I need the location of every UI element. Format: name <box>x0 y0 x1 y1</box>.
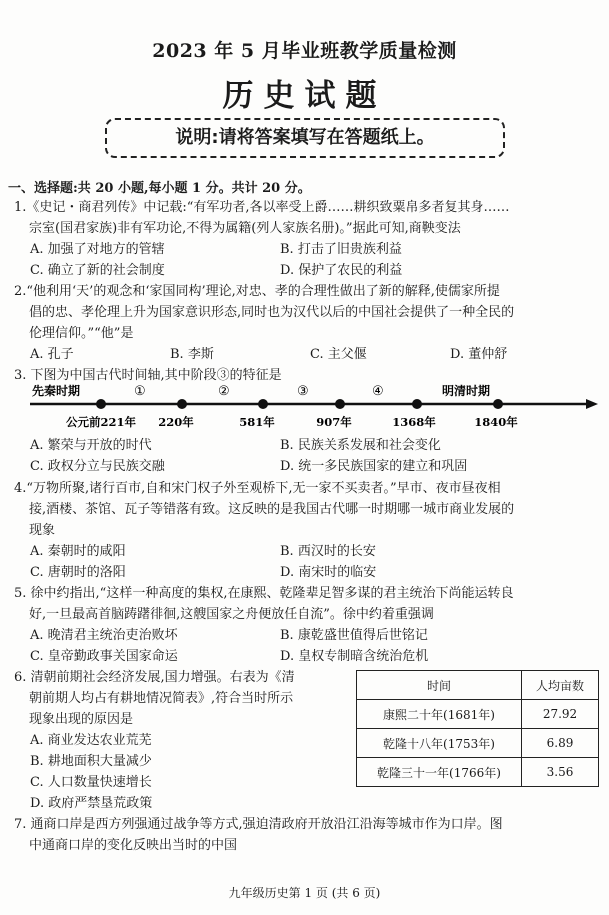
table-row <box>357 758 599 787</box>
option-d[interactable]: D. 南宋时的临安 <box>280 565 377 580</box>
option-a[interactable]: A. 孔子 <box>30 347 74 362</box>
question-line: 3. 下图为中国古代时间轴,其中阶段③的特征是 <box>14 368 282 383</box>
table-header-mu: 人均亩数 <box>522 671 599 700</box>
question-line: 伦理信仰。”“他”是 <box>29 326 134 341</box>
question-line: 1.《史记・商君列传》中记载:“有军功者,各以率受上爵……耕织致粟帛多者复其身…… <box>14 200 510 215</box>
option-c[interactable]: C. 人口数量快速增长 <box>30 775 152 790</box>
table-header-time: 时间 <box>357 671 522 700</box>
timeline-arrow <box>586 399 598 409</box>
timeline-date-3: 581年 <box>239 415 275 429</box>
question-line: 6. 清朝前期社会经济发展,国力增强。右表为《清 <box>14 670 295 685</box>
timeline-point-6 <box>493 399 503 409</box>
question-1-options <box>30 239 600 281</box>
table-row <box>357 700 599 729</box>
question-line: 好,一旦最高首脑踌躇徘徊,这艘国家之舟便放任自流”。徐中约着重强调 <box>29 607 434 622</box>
question-6 <box>14 667 354 730</box>
section-title: 一、选择题:共 20 小题,每小题 1 分。共计 20 分。 <box>8 181 311 196</box>
question-1 <box>14 197 602 239</box>
timeline-stage-2: ② <box>218 384 230 399</box>
question-3-options <box>30 435 600 477</box>
timeline-date-5: 1368年 <box>392 415 436 429</box>
question-6-options <box>30 730 152 814</box>
question-line: 宗室(国君家族)非有军功论,不得为属籍(列人家族名册)。”据此可知,商鞅变法 <box>29 221 461 236</box>
timeline-stage-4: ④ <box>372 384 384 399</box>
option-a[interactable]: A. 晚清君主统治吏治败坏 <box>30 628 178 643</box>
timeline-date-2: 220年 <box>158 415 194 429</box>
question-line: 现象 <box>29 523 56 538</box>
option-b[interactable]: B. 耕地面积大量减少 <box>30 754 152 769</box>
question-7 <box>14 814 602 856</box>
option-b[interactable]: B. 打击了旧贵族利益 <box>280 242 402 257</box>
timeline-point-5 <box>412 399 422 409</box>
option-c[interactable]: C. 皇帝勤政事关国家命运 <box>30 649 178 664</box>
question-line: 朝前期人均占有耕地情况简表》,符合当时所示 <box>29 691 294 706</box>
timeline-point-3 <box>258 399 268 409</box>
timeline-right-label: 明清时期 <box>442 384 491 398</box>
timeline-point-1 <box>96 399 106 409</box>
option-c[interactable]: C. 确立了新的社会制度 <box>30 263 165 278</box>
page-footer: 九年级历史第 1 页 (共 6 页) <box>228 886 381 900</box>
question-4 <box>14 478 602 541</box>
table-cell-time: 康熙二十年(1681年) <box>357 700 522 729</box>
table-cell-mu: 27.92 <box>522 700 599 729</box>
question-5 <box>14 583 602 625</box>
question-line: 中通商口岸的变化反映出当时的中国 <box>29 838 238 853</box>
farmland-table <box>356 670 599 787</box>
option-b[interactable]: B. 康乾盛世值得后世铭记 <box>280 628 428 643</box>
option-d[interactable]: D. 保护了农民的利益 <box>280 263 403 278</box>
table-cell-mu: 3.56 <box>522 758 599 787</box>
option-c[interactable]: C. 唐朝时的洛阳 <box>30 565 126 580</box>
subject-title: 历史试题 <box>222 78 387 114</box>
option-a[interactable]: A. 加强了对地方的管辖 <box>30 242 165 257</box>
question-line: 接,酒楼、茶馆、瓦子等错落有致。这反映的是我国古代哪一时期哪一城市商业发展的 <box>29 502 515 517</box>
notice-box: 说明:请将答案填写在答题纸上。 <box>105 118 505 158</box>
question-2-options <box>30 344 600 365</box>
table-cell-mu: 6.89 <box>522 729 599 758</box>
question-line: 倡的忠、孝伦理上升为国家意识形态,同时也为汉代以后的中国社会提供了一种全民的 <box>29 305 515 320</box>
question-2 <box>14 281 602 344</box>
table-cell-time: 乾隆三十一年(1766年) <box>357 758 522 787</box>
table-row <box>357 729 599 758</box>
option-b[interactable]: B. 李斯 <box>170 347 214 362</box>
question-4-options <box>30 541 600 583</box>
option-c[interactable]: C. 政权分立与民族交融 <box>30 459 165 474</box>
question-line: 5. 徐中约指出,“这样一种高度的集权,在康熙、乾隆辈足智多谋的君主统治下尚能运转良 <box>14 586 514 601</box>
option-a[interactable]: A. 商业发达农业荒芜 <box>30 733 152 748</box>
timeline-stage-3: ③ <box>297 384 309 399</box>
option-d[interactable]: D. 董仲舒 <box>450 347 508 362</box>
timeline-date-4: 907年 <box>316 415 352 429</box>
option-d[interactable]: D. 统一多民族国家的建立和巩固 <box>280 459 468 474</box>
option-b[interactable]: B. 民族关系发展和社会变化 <box>280 438 441 453</box>
timeline-date-1: 公元前221年 <box>65 415 137 429</box>
timeline-stage-1: ① <box>134 384 146 399</box>
exam-title: 2023 年 5 月毕业班教学质量检测 <box>152 40 457 62</box>
timeline-date-6: 1840年 <box>474 415 518 429</box>
timeline-diagram <box>22 382 602 434</box>
timeline-point-4 <box>335 399 345 409</box>
option-c[interactable]: C. 主父偃 <box>310 347 367 362</box>
option-b[interactable]: B. 西汉时的长安 <box>280 544 376 559</box>
option-d[interactable]: D. 政府严禁垦荒政策 <box>30 796 153 811</box>
table-cell-time: 乾隆十八年(1753年) <box>357 729 522 758</box>
question-line: 4.“万物所聚,诸行百市,自和宋门权子外至观桥下,无一家不买卖者。”早市、夜市昼夜相 <box>14 481 501 496</box>
question-line: 7. 通商口岸是西方列强通过战争等方式,强迫清政府开放沿江沿海等城市作为口岸。图 <box>14 817 503 832</box>
option-d[interactable]: D. 皇权专制暗含统治危机 <box>280 649 429 664</box>
question-line: 2.“他利用‘天’的观念和‘家国同构’理论,对忠、孝的合理性做出了新的解释,使儒家所提 <box>14 284 500 299</box>
question-line: 现象出现的原因是 <box>29 712 134 727</box>
timeline-point-2 <box>177 399 187 409</box>
option-a[interactable]: A. 繁荣与开放的时代 <box>30 438 152 453</box>
option-a[interactable]: A. 秦朝时的咸阳 <box>30 544 126 559</box>
timeline-left-label: 先秦时期 <box>32 384 81 398</box>
question-5-options <box>30 625 600 667</box>
